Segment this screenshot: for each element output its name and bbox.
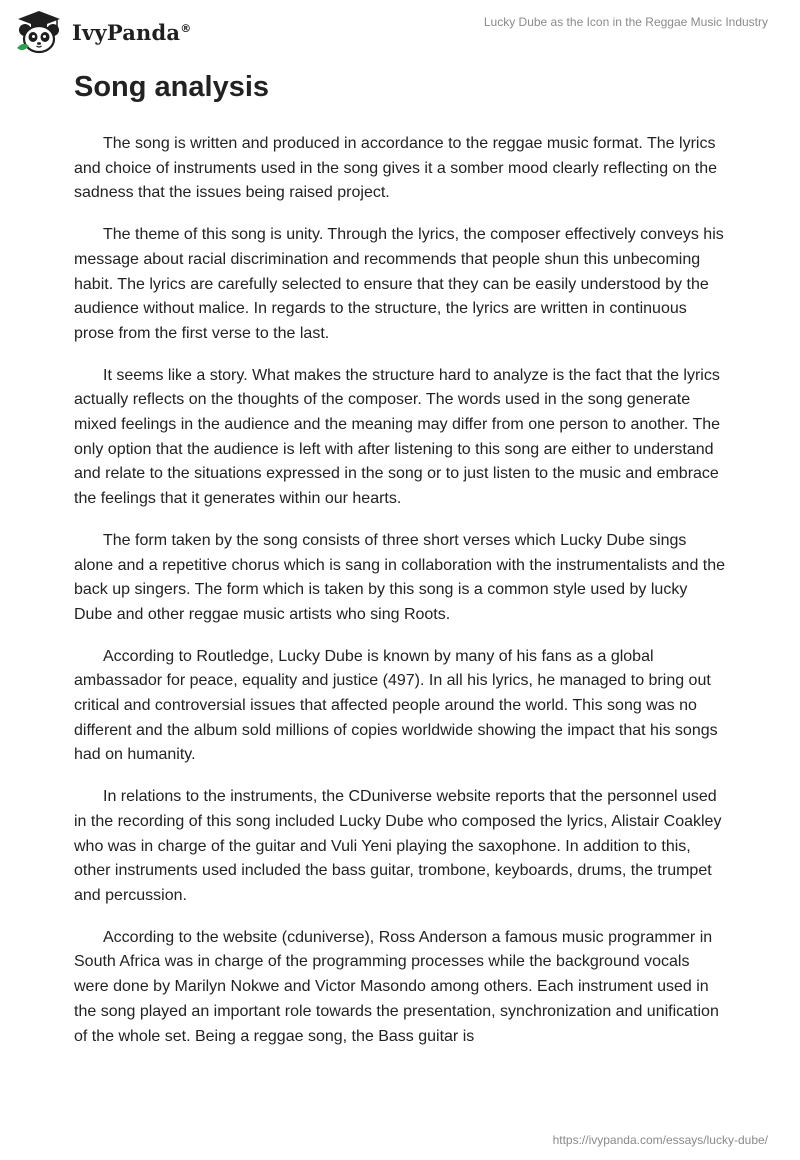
registered-mark: ® [180, 21, 192, 35]
page-header [0, 0, 800, 64]
essay-body [74, 132, 726, 1066]
source-url-link[interactable]: https://ivypanda.com/essays/lucky-dube/ [552, 1133, 768, 1147]
brand-name [72, 20, 191, 45]
paragraph: It seems like a story. What makes the structure hard to analyze is the fact that the lyrics actually reflects on the thoughts of the composer. The words used in the song generate mixed feelings in the audience and the meaning may differ from one person to another. The only option that the audience is left with after listening to this song are either to understand and relate to the situations expressed in the song or to just listen to the music and embrace the feelings that it generates within our hearts. [74, 366, 721, 508]
section-heading: Song analysis [74, 71, 270, 103]
paragraph: According to the website (cduniverse), Ross Anderson a famous music programmer in South Africa was in charge of the programming processes while the background vocals were done by Marilyn Nokwe and Victor Masondo among others. Each instrument used in the song played an important role towards the presentation, synchronization and unification of the whole set. Being a reggae song, the Bass guitar is [74, 928, 719, 1045]
paragraph: The song is written and produced in accordance to the reggae music format. The lyrics and choice of instruments used in the song gives it a somber mood clearly reflecting on the sadness that the issues being raised project. [74, 135, 718, 202]
paragraph: The form taken by the song consists of three short verses which Lucky Dube sings alone and a repetitive chorus which is sang in collaboration with the instrumentalists and the back up singers. The form which is taken by this song is a common style used by lucky Dube and other reggae music artists who sing Roots. [74, 531, 726, 623]
paragraph: According to Routledge, Lucky Dube is known by many of his fans as a global ambassador for peace, equality and justice (497). In all his lyrics, he managed to bring out critical and controversial issues that affected people around the world. This song was no different and the album sold millions of copies worldwide showing the impact that his songs had on humanity. [74, 647, 718, 764]
document-title: Lucky Dube as the Icon in the Reggae Music Industry [483, 15, 768, 29]
brand-logo[interactable] [14, 8, 191, 56]
brand-name-text: IvyPanda [72, 19, 181, 45]
paragraph: In relations to the instruments, the CDuniverse website reports that the personnel used in the recording of this song included Lucky Dube who composed the lyrics, Alistair Coakley who was in charge of the guitar and Vuli Yeni playing the saxophone. In addition to this, other instruments used included the bass guitar, trombone, keyboards, drums, the trumpet and percussion. [74, 788, 722, 904]
paragraph: The theme of this song is unity. Through the lyrics, the composer effectively conveys his message about racial discrimination and recommends that people shun this unbecoming habit. The lyrics are carefully selected to ensure that they can be easily understood by the audience without malice. In regards to the structure, the lyrics are written in continuous prose from the first verse to the last. [74, 226, 724, 342]
panda-graduate-icon [14, 8, 64, 56]
